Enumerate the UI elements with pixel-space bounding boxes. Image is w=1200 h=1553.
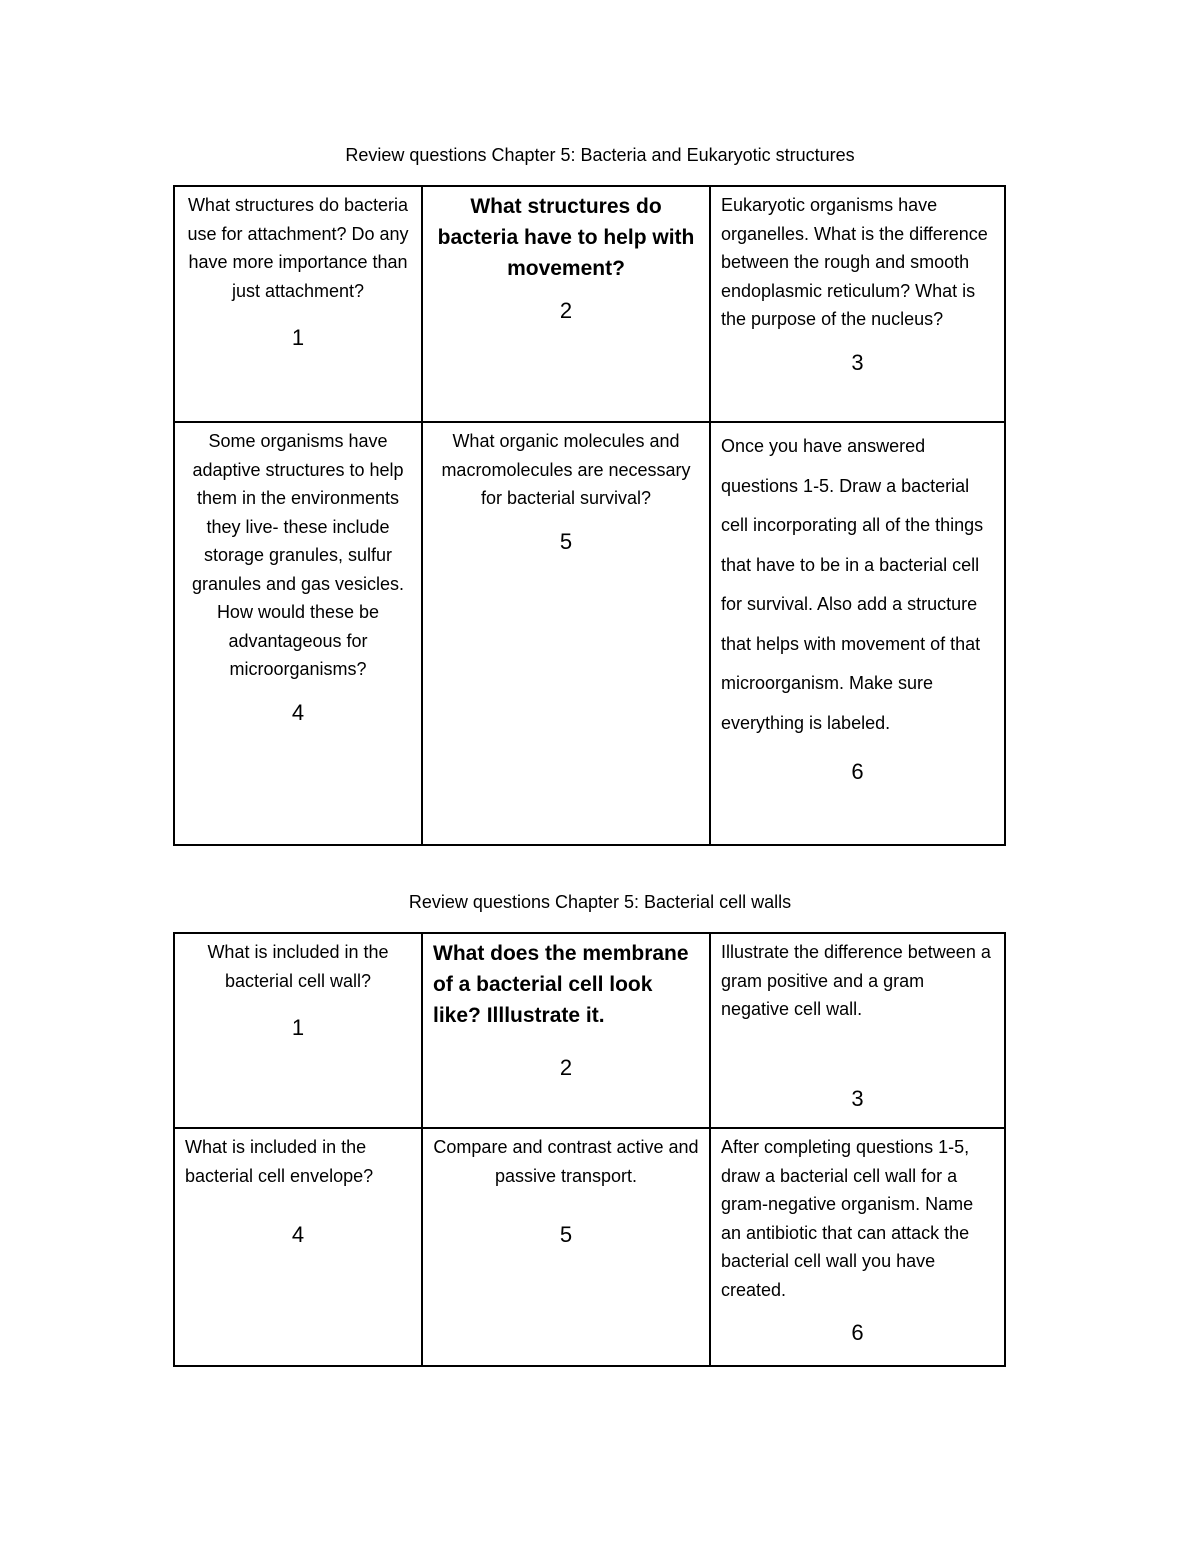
question-cell (422, 422, 710, 845)
review-grid-cell-walls (173, 932, 1006, 1367)
question-cell (174, 422, 422, 845)
question-cell (174, 933, 422, 1128)
question-text: What is included in the bacterial cell envelope? (185, 1137, 374, 1186)
question-number: 3 (851, 349, 864, 375)
page-title-cell-walls: Review questions Chapter 5: Bacterial cell walls (408, 892, 792, 912)
question-number: 5 (559, 1222, 573, 1247)
question-number: 5 (559, 528, 573, 554)
question-text: After completing questions 1-5, draw a bacterial cell wall for a gram-negative organism. Name an antibiotic that can attack the bacterial cell wall you have created. (721, 1137, 974, 1300)
question-text: What structures do bacteria have to help with movement? (437, 195, 695, 280)
grid-row (174, 1128, 1005, 1366)
question-cell (710, 422, 1005, 845)
question-number: 1 (291, 325, 305, 350)
question-cell (422, 186, 710, 422)
question-text: What structures do bacteria use for attachment? Do any have more importance than just attachment? (187, 195, 409, 301)
question-number: 4 (291, 1222, 305, 1247)
question-number: 6 (851, 1320, 864, 1345)
question-text: Once you have answered questions 1-5. Draw a bacterial cell incorporating all of the things that have to be in a bacterial cell for survival. Also add a structure that helps with movement of that microorganism. Make sure everything is labeled. (721, 436, 984, 733)
grid-row (174, 933, 1005, 1128)
question-text: Eukaryotic organisms have organelles. What is the difference between the rough and smooth endoplasmic reticulum? What is the purpose of the nucleus? (721, 195, 988, 329)
question-text: What does the membrane of a bacterial cell look like? Illlustrate it. (433, 942, 689, 1027)
question-cell (174, 1128, 422, 1366)
question-number: 4 (291, 699, 305, 725)
question-cell (422, 933, 710, 1128)
question-cell (710, 933, 1005, 1128)
question-number: 2 (559, 1055, 573, 1080)
question-cell (174, 186, 422, 422)
question-cell (710, 186, 1005, 422)
question-number: 1 (291, 1015, 305, 1040)
question-number: 3 (851, 1085, 864, 1111)
question-text: Illustrate the difference between a gram positive and a gram negative cell wall. (721, 942, 991, 1019)
page-title-structures: Review questions Chapter 5: Bacteria and Eukaryotic structures (345, 145, 855, 165)
question-text: What is included in the bacterial cell wall? (207, 942, 389, 991)
question-text: Some organisms have adaptive structures to help them in the environments they live- these include storage granules, sulfur granules and gas vesicles. How would these be advantageous for microorganisms? (191, 431, 405, 679)
question-text: Compare and contrast active and passive transport. (433, 1137, 699, 1186)
review-grid-structures (173, 185, 1006, 846)
grid-row (174, 186, 1005, 422)
question-cell (422, 1128, 710, 1366)
question-number: 6 (851, 759, 864, 784)
question-cell (710, 1128, 1005, 1366)
grid-row (174, 422, 1005, 845)
question-number: 2 (559, 298, 573, 323)
question-text: What organic molecules and macromolecules are necessary for bacterial survival? (441, 431, 691, 508)
